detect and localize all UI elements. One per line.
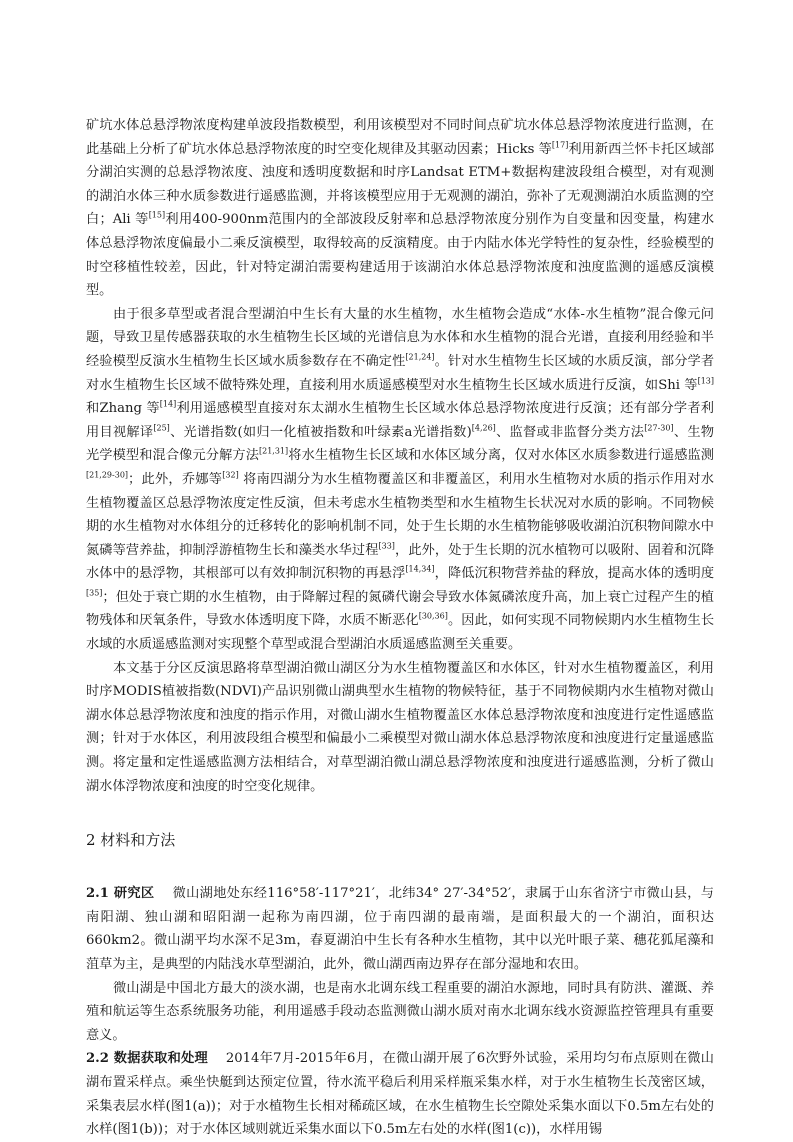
text-run: ，降低沉积物营养盐的释放，提高水体的透明度 <box>434 566 715 582</box>
citation-ref: [17] <box>551 140 569 150</box>
text-run: 。因此，如何实现不同物候期内水生植物生长水域的水质遥感监测对实现整个草型或混合型湖泊水质遥感监测至关重要。 <box>86 613 715 653</box>
text-run: 和Zhang 等 <box>86 401 160 417</box>
citation-ref: [21,31] <box>259 446 289 456</box>
subsection-title-data-acquisition: 2.2 数据获取和处理 <box>86 1051 209 1067</box>
text-run: ；但处于衰亡期的水生植物，由于降解过程的氮磷代谢会导致水体氮磷浓度升高，加上衰亡过程产生的植物残体和厌氧条件，导致水体透明度下降，水质不断恶化 <box>86 589 714 629</box>
citation-ref: [21,29-30] <box>86 470 129 480</box>
text-run: 、监督或非监督分类方法 <box>495 424 645 440</box>
citation-ref: [15] <box>148 210 166 220</box>
citation-ref: [14] <box>159 399 177 409</box>
text-run: 矿坑水体总悬浮物浓度构建单波段指数模型，利用该模型对不同时间点矿坑水体总悬浮物浓度进行监测，在此基础上分析了矿坑水体总悬浮物浓度的时空变化规律及其驱动因素；Hicks 等 <box>86 118 714 157</box>
subsection-2-2-paragraph <box>86 1047 714 1141</box>
citation-ref: [4,26] <box>471 423 496 433</box>
study-area-text: 微山湖地处东经116°58′-117°21′，北纬34° 27′-34°52′，隶属于山东省济宁市微山县，与南阳湖、独山湖和昭阳湖一起称为南四湖，位于南四湖的最南端，是面积最大的一个湖泊，面积达660km2。微山湖平均水深不足3m，春夏湖泊中生长有各种水生植物，其中以光叶眼子菜、穗花狐尾藻和菹草为主，是典型的内陆浅水草型湖泊，此外，微山湖西南边界存在部分湿地和农田。 <box>86 886 714 972</box>
subsection-2-1-paragraph <box>86 882 714 976</box>
text-run: 、光谱指数(如归一化植被指数和叶绿素a光谱指数) <box>169 424 472 440</box>
text-run: ，此外，处于生长期的沉水植物可以吸附、固着和沉降水体中的悬浮物，其根部可以有效抑制沉积物的再悬浮 <box>86 542 715 582</box>
citation-ref: [27-30] <box>644 423 674 433</box>
citation-ref: [13] <box>697 376 714 386</box>
text-run: 。针对水生植物生长区域的水质反演，部分学者对水生植物生长区域不做特殊处理，直接利用水质遥感模型对水生植物生长区域水质进行反演，如Shi 等 <box>86 353 715 393</box>
data-acquisition-text: 2014年7月-2015年6月，在微山湖开展了6次野外试验，采用均匀布点原则在微山湖布置采样点。乘坐快艇到达预定位置，待水流平稳后利用采样瓶采集水样，对于水生植物生长茂密区域，采集表层水样(图1(a))；对于水植物生长相对稀疏区域，在水生植物生长空隙处采集水面以下0.5m左右处的水样(图1(b))；对于水体区域则就近采集水面以下0.5m左右处的水样(图1(c))，水样用锡 <box>86 1051 714 1138</box>
citation-ref: [21,24] <box>405 352 435 362</box>
text-run: 将水生植物生长区域和水体区域分离，仅对水体区水质参数进行遥感监测 <box>288 448 714 464</box>
citation-ref: [25] <box>153 423 170 433</box>
text-run: ；此外，乔娜等 <box>128 471 223 487</box>
text-run: 将南四湖分为水生植物覆盖区和非覆盖区，利用水生植物对水质的指示作用对水生植物覆盖区总悬浮物浓度定性反演，但未考虑水生植物类型和水生植物生长状况对水质的影响。不同物候期的水生植物对水体组分的迁移转化的影响机制不同，处于生长期的水生植物能够吸收湖泊沉积物间隙水中氮磷等营养盐，抑制浮游植物生长和藻类水华过程 <box>86 471 714 558</box>
citation-ref: [32] <box>222 470 239 480</box>
text-run: 、生物光学模型和混合像元分解方法 <box>86 424 715 464</box>
citation-ref: [14,34] <box>405 564 435 574</box>
section-heading-methods: 2 材料和方法 <box>86 831 176 850</box>
text-run: 利用遥感模型直接对东太湖水生植物生长区域水体总悬浮物浓度进行反演；还有部分学者利用目视解译 <box>86 401 714 440</box>
subsection-title-study-area: 2.1 研究区 <box>86 886 155 902</box>
text-run: 由于很多草型或者混合型湖泊中生长有大量的水生植物，水生植物会造成“水体-水生植物”混合像元问题，导致卫星传感器获取的水生植物生长区域的光谱信息为水体和水生植物的混合光谱，直接利用经验和半经验模型反演水生植物生长区域水质参数存在不确定性 <box>86 306 714 369</box>
study-area-paragraph-2: 微山湖是中国北方最大的淡水湖，也是南水北调东线工程重要的湖泊水源地，同时具有防洪、灌溉、养殖和航运等生态系统服务功能，利用遥感手段动态监测微山湖水质对南水北调东线水资源监控管理具有重要意义。 <box>86 980 714 1043</box>
intro-paragraph-3 <box>86 657 714 799</box>
citation-ref: [33] <box>378 541 395 551</box>
text-run: 利用新西兰怀卡托区域部分湖泊实测的总悬浮物浓度、浊度和透明度数据和时序Landsat ETM+数据构建波段组合模型，对有观测的湖泊水体三种水质参数进行遥感监测，并将该模型应用于无观测的湖泊，弥补了无观测湖泊水质监测的空白；Ali 等 <box>86 141 715 228</box>
text-run: 本文基于分区反演思路将草型湖泊微山湖区分为水生植物覆盖区和水体区，针对水生植物覆盖区，利用时序MODIS植被指数(NDVI)产品识别微山湖典型水生植物的物候特征，基于不同物候期内水生植物对微山湖水体总悬浮物浓度和浊度的指示作用，对微山湖水生植物覆盖区水体总悬浮物浓度和浊度进行定性遥感监测；针对于水体区，利用波段组合模型和偏最小二乘模型对微山湖水体总悬浮物浓度和浊度进行定量遥感监测。将定量和定性遥感监测方法相结合，对草型湖泊微山湖总悬浮物浓度和浊度进行遥感监测，分析了微山湖水体浮物浓度和浊度的时空变化规律。 <box>86 660 714 794</box>
citation-ref: [30,36] <box>418 612 448 622</box>
page-content <box>86 114 714 1142</box>
intro-paragraph-1 <box>86 114 714 303</box>
citation-ref: [35] <box>86 588 103 598</box>
intro-paragraph-2 <box>86 303 714 657</box>
text-run: 利用400-900nm范围内的全部波段反射率和总悬浮物浓度分别作为自变量和因变量，构建水体总悬浮物浓度偏最小二乘反演模型，取得较高的反演精度。由于内陆水体光学特性的复杂性，经验模型的时空移植性较差，因此，针对特定湖泊需要构建适用于该湖泊水体总悬浮物浓度和浊度监测的遥感反演模型。 <box>86 212 715 299</box>
